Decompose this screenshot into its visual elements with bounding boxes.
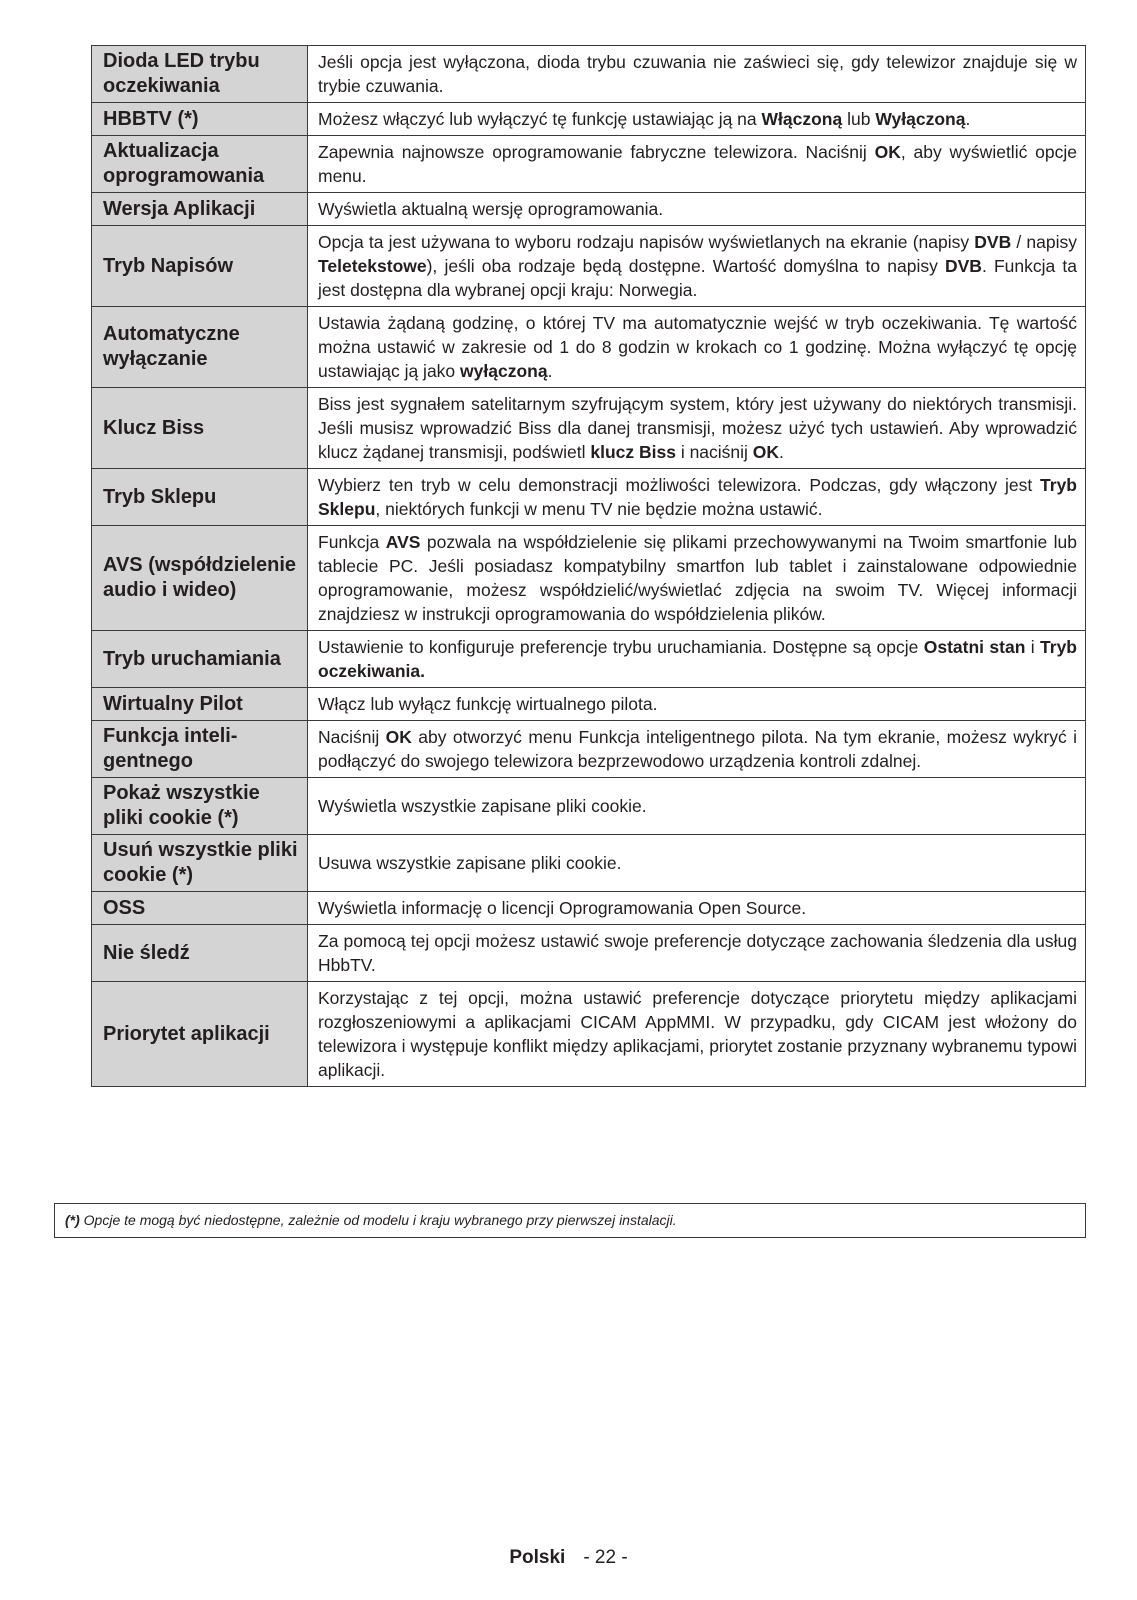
settings-row <box>92 388 1086 469</box>
description-text: / napisy <box>1011 232 1077 252</box>
description-bold-text: AVS <box>385 532 421 552</box>
setting-description <box>308 469 1086 526</box>
settings-row <box>92 526 1086 631</box>
footnote <box>54 1203 1086 1238</box>
setting-name: Usuń wszystkie pliki cookie (*) <box>92 835 308 892</box>
description-text: i <box>1025 637 1041 657</box>
description-text: . <box>965 109 971 129</box>
description-text: . <box>547 361 553 381</box>
description-text: Ustawia żądaną godzinę, o której TV ma automatycznie wejść w tryb oczekiwania. Tę wartość można ustawić w zakresie od 1 do 8 godzin w krokach co 1 godzinę. Można wyłączyć tę opcję ustawiając ją jako <box>318 313 1077 381</box>
footnote-marker: (*) <box>65 1212 80 1228</box>
description-bold-text: OK <box>752 442 780 462</box>
description-text: i naciśnij <box>675 442 753 462</box>
setting-description <box>308 721 1086 778</box>
setting-name: Nie śledź <box>92 925 308 982</box>
footer-language: Polski <box>509 1547 566 1568</box>
footer-page-number: - 22 - <box>583 1547 628 1568</box>
description-bold-text: Teletekstowe <box>318 256 427 276</box>
description-text: Funkcja <box>318 532 386 552</box>
description-bold-text: Ostatni stan <box>923 637 1026 657</box>
settings-row <box>92 925 1086 982</box>
description-text: Ustawienie to konfiguruje preferencje trybu uruchamiania. Dostępne są opcje <box>318 637 924 657</box>
description-bold-text: OK <box>874 142 901 162</box>
setting-name: OSS <box>92 892 308 925</box>
description-text: Jeśli opcja jest wyłączona, dioda trybu czuwania nie zaświeci się, gdy telewizor znajduje się w trybie czuwania. <box>318 52 1077 96</box>
footnote-text: Opcje te mogą być niedostępne, zależnie od modelu i kraju wybranego przy pierwszej instalacji. <box>79 1212 677 1228</box>
settings-row <box>92 631 1086 688</box>
description-text: Możesz włączyć lub wyłączyć tę funkcję ustawiając ją na <box>318 109 762 129</box>
settings-row <box>92 226 1086 307</box>
setting-name: Tryb Napisów <box>92 226 308 307</box>
setting-description <box>308 835 1086 892</box>
description-text: Wybierz ten tryb w celu demonstracji możliwości telewizora. Podczas, gdy włączony jest <box>318 475 1041 495</box>
description-bold-text: DVB <box>974 232 1012 252</box>
settings-row <box>92 307 1086 388</box>
setting-description <box>308 388 1086 469</box>
setting-description <box>308 307 1086 388</box>
setting-name: AVS (współdzielenie audio i wideo) <box>92 526 308 631</box>
settings-row <box>92 892 1086 925</box>
description-bold-text: wyłączoną <box>460 361 548 381</box>
description-text: pozwala na współdzielenie się plikami przechowywanymi na Twoim smartfonie lub tablecie PC. Jeśli posiadasz kompatybilny smartfon lub tablet i zainstalowane odpowiednie oprogramowanie, możesz współdzielić/wyświetlać zdjęcia na swoim TV. Więcej informacji znajdziesz w instrukcji oprogramowania do współdzielenia plików. <box>318 532 1077 624</box>
setting-description <box>308 688 1086 721</box>
settings-row <box>92 46 1086 103</box>
settings-row <box>92 103 1086 136</box>
setting-name: Priorytet aplikacji <box>92 982 308 1087</box>
setting-name: HBBTV (*) <box>92 103 308 136</box>
setting-description <box>308 103 1086 136</box>
setting-description <box>308 892 1086 925</box>
description-text: Za pomocą tej opcji możesz ustawić swoje preferencje dotyczące zachowania śledzenia dla usług HbbTV. <box>318 931 1077 975</box>
settings-table-body <box>92 46 1086 1087</box>
description-text: Wyświetla wszystkie zapisane pliki cookie. <box>318 796 647 816</box>
setting-name: Dioda LED trybu oczekiwania <box>92 46 308 103</box>
setting-description <box>308 136 1086 193</box>
description-text: ), jeśli oba rodzaje będą dostępne. Wartość domyślna to napisy <box>426 256 945 276</box>
setting-name: Klucz Biss <box>92 388 308 469</box>
description-bold-text: Tryb Sklepu <box>318 475 1077 519</box>
description-text: Naciśnij <box>318 727 386 747</box>
settings-row <box>92 982 1086 1087</box>
description-text: , aby wyświetlić opcje menu. <box>318 142 1077 186</box>
setting-description <box>308 193 1086 226</box>
description-text: Usuwa wszystkie zapisane pliki cookie. <box>318 853 622 873</box>
settings-row <box>92 469 1086 526</box>
settings-row <box>92 778 1086 835</box>
settings-row <box>92 721 1086 778</box>
setting-name: Wirtualny Pilot <box>92 688 308 721</box>
setting-name: Pokaż wszystkie pliki cookie (*) <box>92 778 308 835</box>
settings-row <box>92 193 1086 226</box>
settings-row <box>92 688 1086 721</box>
description-text: , niektórych funkcji w menu TV nie będzie można ustawić. <box>375 499 823 519</box>
setting-name: Automatyczne wyłączanie <box>92 307 308 388</box>
setting-description <box>308 526 1086 631</box>
description-text: Korzystając z tej opcji, można ustawić preferencje dotyczące priorytetu między aplikacjami rozgłoszeniowymi a aplikacjami CICAM AppMMI. W przypadku, gdy CICAM jest włożony do telewizora i występuje konflikt między aplikacjami, priorytet zostanie przyznany wybranemu typowi aplikacji. <box>318 988 1077 1080</box>
description-bold-text: Tryb oczekiwania. <box>318 637 1077 681</box>
page-footer <box>0 1546 1137 1570</box>
setting-description <box>308 925 1086 982</box>
description-text: lub <box>842 109 876 129</box>
settings-row <box>92 835 1086 892</box>
description-bold-text: klucz Biss <box>590 442 676 462</box>
description-text: . <box>779 442 784 462</box>
description-text: Wyświetla aktualną wersję oprogramowania. <box>318 199 664 219</box>
settings-table <box>91 45 1086 1087</box>
description-text: Opcja ta jest używana to wyboru rodzaju napisów wyświetlanych na ekranie (napisy <box>318 232 975 252</box>
setting-description <box>308 46 1086 103</box>
description-bold-text: DVB <box>945 256 982 276</box>
setting-name: Aktualizacja oprogramowania <box>92 136 308 193</box>
description-bold-text: Wyłączoną <box>875 109 966 129</box>
description-bold-text: Włączoną <box>761 109 843 129</box>
setting-description <box>308 982 1086 1087</box>
setting-description <box>308 778 1086 835</box>
setting-description <box>308 226 1086 307</box>
setting-name: Wersja Aplikacji <box>92 193 308 226</box>
setting-name: Funkcja inteli- gentnego <box>92 721 308 778</box>
setting-name: Tryb uruchamiania <box>92 631 308 688</box>
description-text: . Funkcja ta jest dostępna dla wybranej opcji kraju: Norwegia. <box>318 256 1077 300</box>
setting-name: Tryb Sklepu <box>92 469 308 526</box>
setting-description <box>308 631 1086 688</box>
description-text: Zapewnia najnowsze oprogramowanie fabryczne telewizora. Naciśnij <box>318 142 875 162</box>
description-text: aby otworzyć menu Funkcja inteligentnego pilota. Na tym ekranie, możesz wykryć i podłączyć do swojego telewizora bezprzewodowo urządzenia kontroli zdalnej. <box>318 727 1077 771</box>
settings-row <box>92 136 1086 193</box>
description-text: Wyświetla informację o licencji Oprogramowania Open Source. <box>318 898 807 918</box>
description-bold-text: OK <box>385 727 412 747</box>
description-text: Włącz lub wyłącz funkcję wirtualnego pilota. <box>318 694 658 714</box>
description-text: Biss jest sygnałem satelitarnym szyfrującym system, który jest używany do niektórych transmisji. Jeśli musisz wprowadzić Biss dla danej transmisji, możesz użyć tych ustawień. Aby wprowadzić klucz żądanej transmisji, podświetl <box>318 394 1077 462</box>
